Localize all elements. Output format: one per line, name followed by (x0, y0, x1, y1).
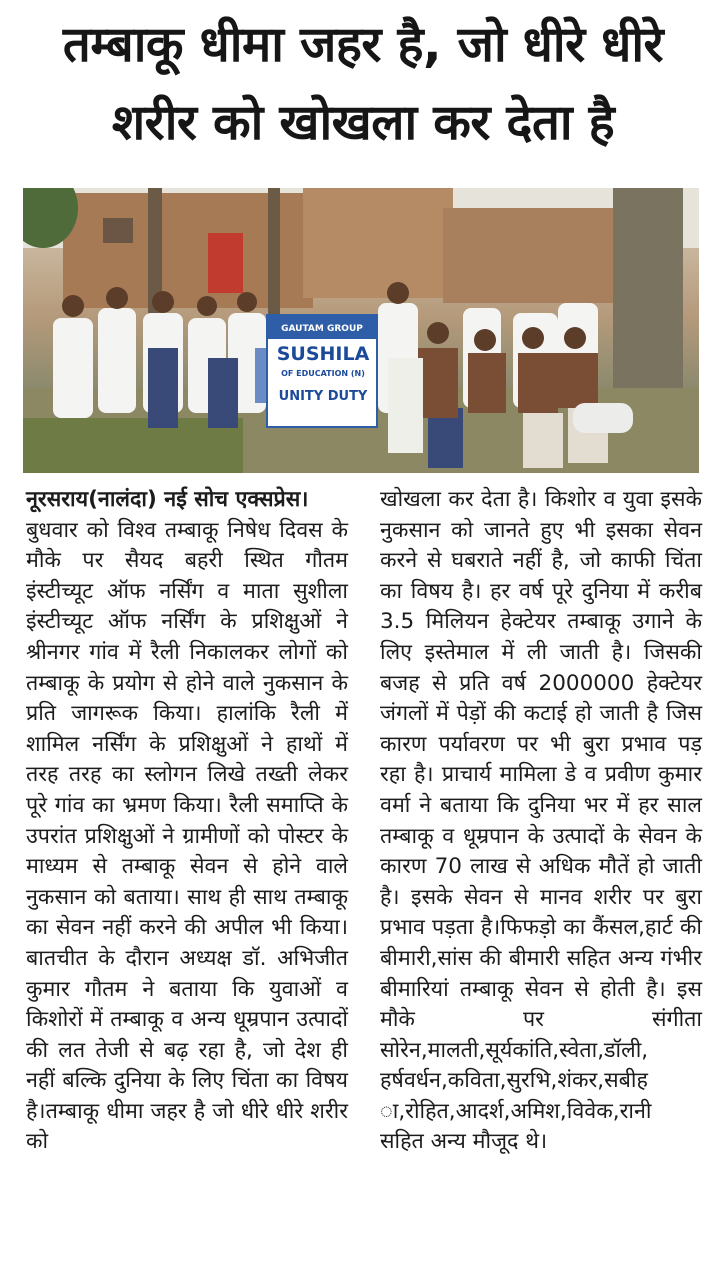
banner-line-3: OF EDUCATION (N) (281, 369, 365, 378)
banner-line-2: SUSHILA (276, 343, 370, 365)
headline-line-2: शरीर को खोखला कर देता है (111, 94, 615, 151)
article-text-left (26, 485, 348, 1158)
dateline: नूरसराय(नालंदा) नई सोच एक्सप्रेस। (26, 487, 309, 512)
news-photo (23, 188, 699, 473)
article-body-left: बुधवार को विश्व तम्बाकू निषेध दिवस के मौके पर सैयद बहरी स्थित गौतम इंस्टीच्यूट ऑफ नर्सिंग व माता सुशीला इंस्टीच्यूट ऑफ नर्सिंग के प्रशिक्षुओं ने श्रीनगर गांव में रैली निकालकर लोगों को तम्बाकू के प्रयोग से होने वाले नुकसान के प्रति जागरूक किया। हालांकि रैली में शामिल नर्सिंग के प्रशिक्षुओं ने हाथों में तरह तरह का स्लोगन लिखे तख्ती लेकर पूरे गांव का भ्रमण किया। रैली समाप्ति के उपरांत प्रशिक्षुओं ने ग्रामीणों को पोस्टर के माध्यम से तम्बाकू सेवन से होने वाले नुकसान को बताया। साथ ही साथ तम्बाकू का सेवन नहीं करने की अपील भी किया।बातचीत के दौरान अध्यक्ष डॉ. अभिजीत कुमार गौतम ने बताया कि युवाओं व किशोरों में तम्बाकू व अन्य धूम्रपान उत्पादों की लत तेजी से बढ़ रहा है, जो देश ही नहीं बल्कि दुनिया के लिए चिंता का विषय है।तम्बाकू धीमा जहर है जो धीरे धीरे शरीर को (26, 517, 348, 1155)
headline-line-1: तम्बाकू धीमा जहर है, जो धीरे धीरे (62, 16, 664, 73)
article-body-right: खोखला कर देता है। किशोर व युवा इसके नुकसान को जानते हुए भी इसका सेवन करने से घबराते नहीं है, जो काफी चिंता का विषय है। हर वर्ष पूरे दुनिया में करीब 3.5 मिलियन हेक्टेयर तम्बाकू उगाने के लिए इस्तेमाल में ली जाती है। जिसकी बजह से प्रति वर्ष 2000000 हेक्टेयर जंगलों में पेड़ों की कटाई हो जाती है जिस कारण पर्यावरण पर भी बुरा प्रभाव पड़ रहा है। प्राचार्य मामिला डे व प्रवीण कुमार वर्मा ने बताया कि दुनिया भर में हर साल तम्बाकू व धूम्रपान के उत्पादों के सेवन के कारण 70 लाख से अधिक मौतें हो जाती है। इसके सेवन से मानव शरीर पर बुरा प्रभाव पड़ता है।फिफड़ो का कैंसल,हार्ट की बीमारी,सांस की बीमारी सहित अन्य गंभीर बीमारियां तम्बाकू सेवन से होती है। इस मौके पर संगीता सोरेन,मालती,सूर्यकांति,स्वेता,डॉली, हर्षवर्धन,कविता,सुरभि,शंकर,सबीह ा,रोहित,आदर्श,अमिश,विवेक,रानी सहित अन्य मौजूद थे। (380, 487, 702, 1155)
banner-line-1: GAUTAM GROUP (281, 324, 363, 334)
banner-line-4: UNITY DUTY (278, 389, 368, 404)
headline (0, 6, 726, 162)
article-column-left (26, 485, 348, 1158)
article-column-right (380, 485, 702, 1158)
